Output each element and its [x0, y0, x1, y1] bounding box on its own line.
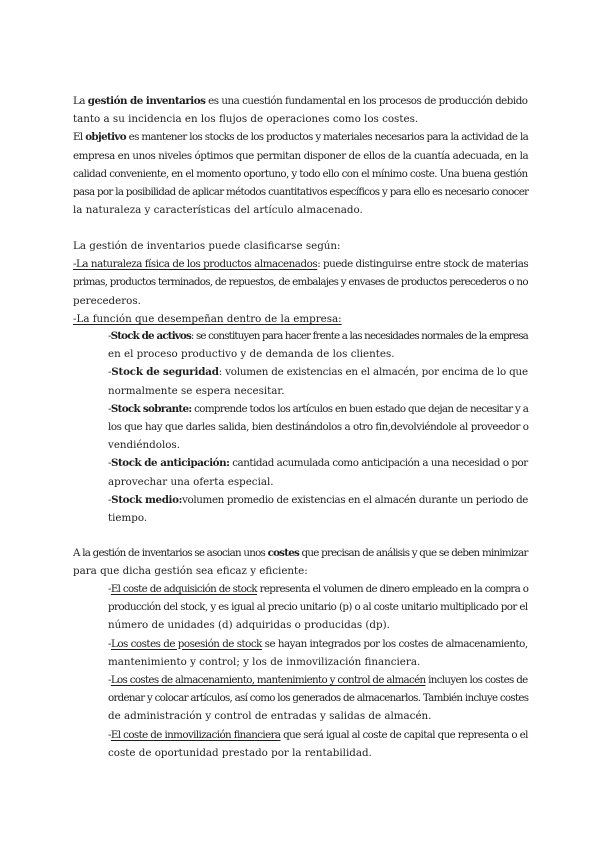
list-item-continuation: coste de oportunidad prestado por la rentabilidad.	[108, 746, 372, 759]
underlined-term: El coste de adquisición de stock	[110, 583, 257, 595]
list-item: -Stock de anticipación: cantidad acumulada como anticipación a una necesidad o por	[108, 457, 528, 470]
list-item-continuation: mantenimiento y control; y los de inmovilización financiera.	[108, 655, 421, 668]
text-line: la naturaleza y características del artículo almacenado.	[73, 204, 363, 217]
list-item-continuation: producción del stock, y es igual al precio unitario (p) o al coste unitario multiplicado por el	[108, 601, 528, 614]
costs-list	[108, 580, 528, 762]
text-line: tanto a su incidencia en los flujos de operaciones como los costes.	[73, 113, 419, 126]
bold-term: Stock de seguridad	[111, 366, 219, 379]
underlined-term: Los costes de almacenamiento, mantenimiento y control de almacén	[110, 674, 426, 687]
underlined-term: El coste de inmovilización financiera	[110, 728, 281, 741]
list-item: -Stock de activos: se constituyen para hacer frente a las necesidades normales de la empresa	[108, 330, 528, 342]
list-item-continuation: tiempo.	[108, 512, 148, 525]
list-item-continuation: normalmente se espera necesitar.	[108, 384, 285, 397]
list-item: -Stock medio:volumen promedio de existencias en el almacén durante un periodo de	[108, 493, 529, 506]
bold-term: objetivo	[85, 131, 126, 144]
list-item-continuation: vendiéndolos.	[108, 439, 180, 452]
bold-term: costes	[267, 547, 300, 559]
text-line: empresa en unos niveles óptimos que permitan disponer de ellos de la cuantía adecuada, en la	[73, 149, 529, 162]
classification-paragraph	[73, 237, 528, 328]
underlined-heading: -La naturaleza física de los productos almacenados	[73, 258, 318, 271]
text-line: calidad conveniente, en el momento oportuno, y todo ello con el mínimo coste. Una buena gestión	[73, 167, 528, 180]
stock-types-list	[108, 327, 528, 527]
text-line	[73, 310, 528, 328]
list-item: -Stock sobrante: comprende todos los artículos en buen estado que dejan de necesitar y a	[108, 402, 529, 415]
text-line: La gestión de inventarios es una cuestión fundamental en los procesos de producción debido	[73, 95, 528, 107]
list-item-continuation: en el proceso productivo y de demanda de los clientes.	[108, 348, 395, 361]
bold-term: Stock sobrante:	[110, 402, 192, 415]
bold-term: Stock de activos	[110, 330, 191, 342]
list-item-continuation: los que hay que darles salida, bien destinándolos a otro fin,devolviéndole al proveedor o	[108, 421, 529, 434]
intro-paragraph	[73, 92, 528, 219]
list-item-continuation: número de unidades (d) adquiridas o producidas (dp).	[108, 619, 390, 632]
list-item: -El coste de inmovilización financiera que será igual al coste de capital que representa o el	[108, 728, 528, 741]
bold-term: Stock de anticipación:	[111, 457, 230, 470]
text-line: -La naturaleza física de los productos almacenados: puede distinguirse entre stock de materias	[73, 258, 529, 271]
text-line: A la gestión de inventarios se asocian unos costes que precisan de análisis y que se deben minimizar	[73, 547, 528, 559]
text-line: pasa por la posibilidad de aplicar métodos cuantitativos específicos y para ello es necesario conocer	[73, 186, 529, 199]
list-item-continuation: ordenar y colocar artículos, así como los generados de almacenarlos. También incluye costes	[108, 692, 529, 705]
text-line: primas, productos terminados, de repuestos, de embalajes y envases de productos perecederos o no	[73, 276, 528, 289]
underlined-term: Los costes de posesión de stock	[111, 637, 262, 650]
list-item: -Los costes de posesión de stock se hayan integrados por los costes de almacenamiento,	[108, 637, 528, 650]
list-item: -Stock de seguridad: volumen de existencias en el almacén, por encima de lo que	[108, 366, 528, 379]
text-line: El objetivo es mantener los stocks de los productos y materiales necesarios para la actividad de la	[73, 131, 529, 144]
list-item: -El coste de adquisición de stock representa el volumen de dinero empleado en la compra o	[108, 583, 529, 595]
text-line: perecederos.	[73, 294, 141, 307]
list-item-continuation: aprovechar una oferta especial.	[108, 475, 274, 488]
list-item-continuation: de administración y control de entradas y salidas de almacén.	[108, 710, 432, 723]
text-line: para que dicha gestión sea eficaz y eficiente:	[73, 565, 308, 578]
text-line: La gestión de inventarios puede clasificarse según:	[73, 240, 341, 252]
bold-term: gestión de inventarios	[87, 95, 206, 107]
costs-paragraph	[73, 544, 528, 580]
underlined-heading: -La función que desempeñan dentro de la empresa:	[73, 312, 342, 325]
list-item: -Los costes de almacenamiento, mantenimiento y control de almacén incluyen los costes de	[108, 674, 528, 687]
bold-term: Stock medio:	[111, 493, 183, 506]
